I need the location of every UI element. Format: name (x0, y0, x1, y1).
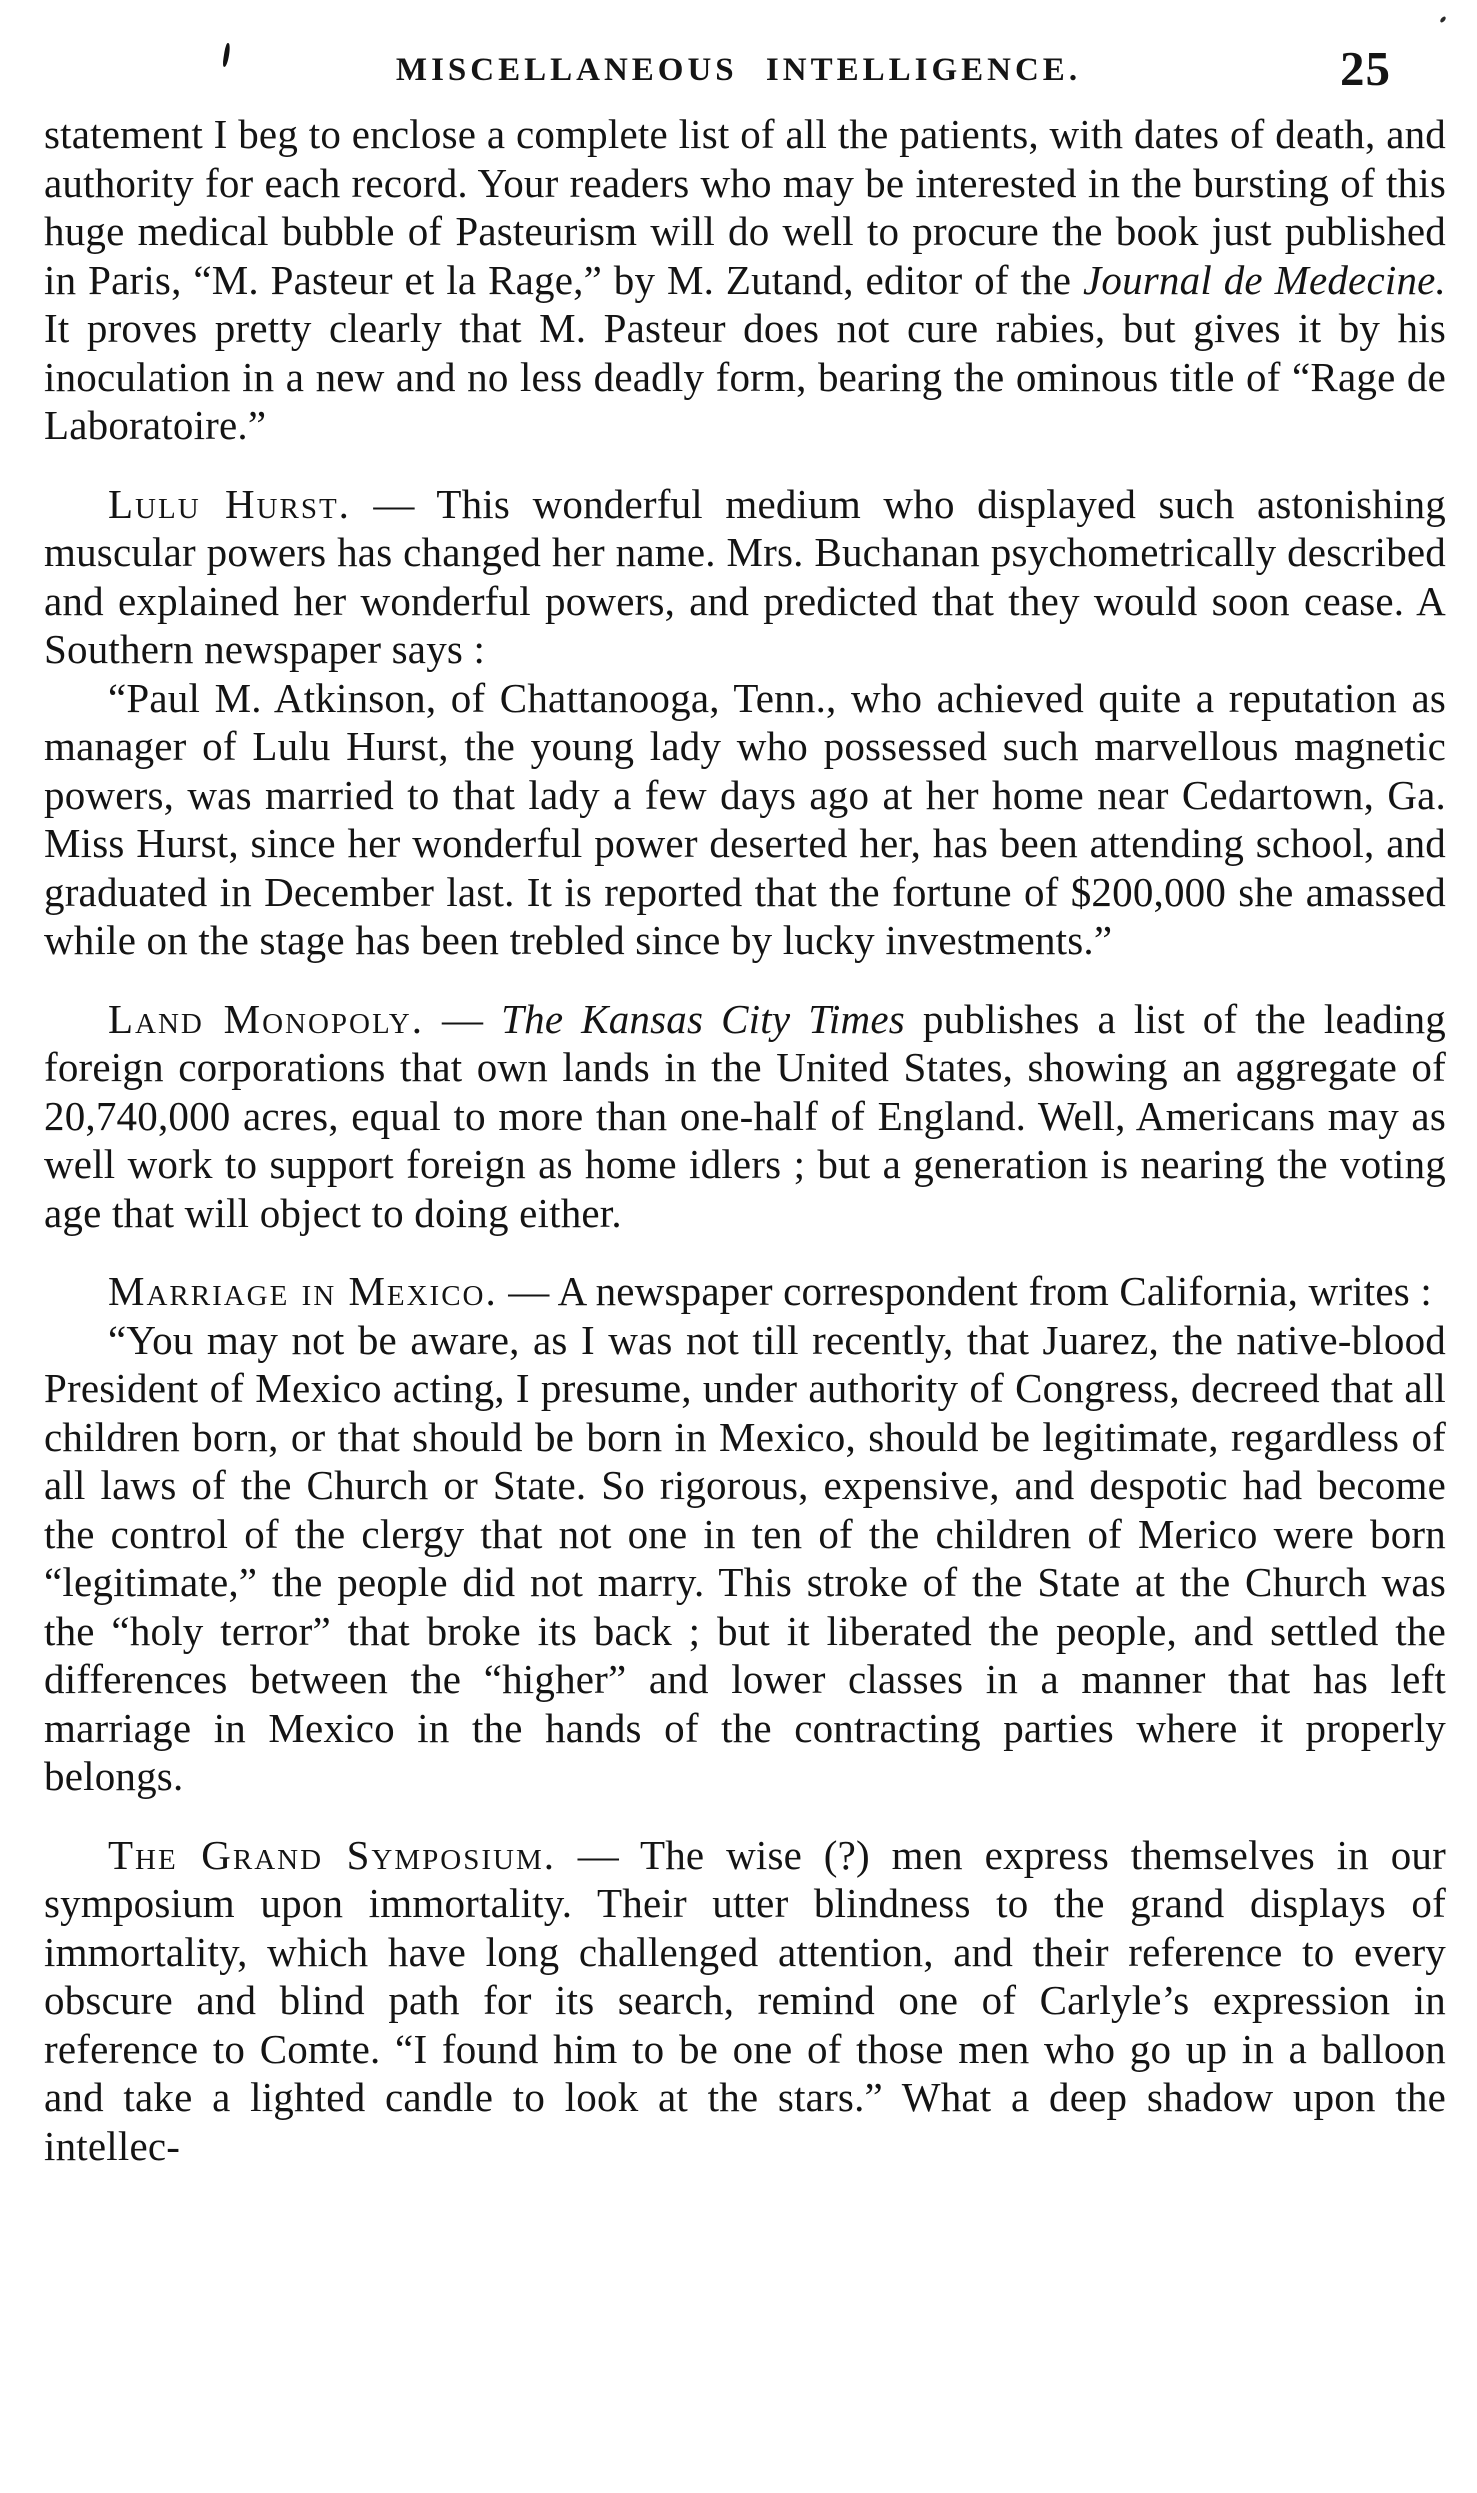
paragraph-text: “Paul M. Atkinson, of Chattanooga, Tenn., who achieved quite a reputation as manager of Lulu Hurst, the young lady who possessed such marvellous magnetic powers, was married to that lady a few days ago at her home near Cedartown, Ga. Miss Hurst, since her wonderful power deserted her, has been attending school, and graduated in December last. It is reported that the fortune of $200,000 she amassed while on the stage has been trebled since by lucky investments.” (44, 674, 1446, 963)
page-body (44, 110, 1446, 2170)
paragraph-text: publishes a list of the leading foreign corporations that own lands in the United States, showing an aggregate of 20,740,000 acres, equal to more than one-half of England. Well, Americans may as well work to support foreign as home idlers ; but a generation is nearing the voting age that will object to doing either. (44, 995, 1446, 1236)
item-heading: Marriage in Mexico. (108, 1268, 498, 1314)
paragraph-text: statement I beg to enclose a complete list of all the patients, with dates of death, and authority for each record. Your readers who may be interested in the bursting of this huge medical bubble of Pasteurism will do well to procure the book just published in Paris, “M. Pasteur et la Rage,” by M. Zutand, editor of the (44, 111, 1446, 303)
scan-speck-icon (1439, 16, 1447, 24)
newspaper-title-italic: The Kansas City Times (501, 995, 905, 1042)
paragraph-atkinson-quote (44, 674, 1446, 965)
paragraph-land-monopoly (44, 995, 1446, 1238)
journal-title-italic: Journal de Medecine. (1082, 256, 1446, 303)
paragraph-text: — (424, 995, 502, 1042)
paragraph-text: It proves pretty clearly that M. Pasteur does not cure rabies, but gives it by his inoculation in a new and no less deadly form, bearing the ominous title of “Rage de Laboratoire.” (44, 305, 1446, 448)
item-heading: The Grand Symposium. (108, 1831, 556, 1878)
item-heading: Land Monopoly. (108, 995, 424, 1042)
paragraph-mexico-quote (44, 1316, 1446, 1801)
item-heading: Lulu Hurst. (108, 480, 351, 527)
paragraph-text: — This wonderful medium who displayed such astonishing muscular powers has changed her name. Mrs. Buchanan psychometrically described and explained her wonderful powers, and predicted that they would soon cease. A Southern newspaper says : (44, 480, 1446, 672)
paragraph-text: — The wise (?) men express themselves in our symposium upon immortality. Their utter blindness to the grand displays of immortality, which have long challenged attention, and their reference to every obscure and blind path for its search, remind one of Carlyle’s expression in reference to Comte. “I found him to be one of those men who go up in a balloon and take a lighted candle to look at the stars.” What a deep shadow upon the intellec- (44, 1831, 1446, 2169)
paragraph-text: — A newspaper correspondent from California, writes : (497, 1268, 1432, 1314)
page-number: 25 (1340, 41, 1391, 96)
paragraph-grand-symposium (44, 1831, 1446, 2171)
page-header (0, 0, 1477, 104)
paragraph-text: “You may not be aware, as I was not till recently, that Juarez, the native-blood President of Mexico acting, I presume, under authority of Congress, decreed that all children born, or that should be born in Mexico, should be legitimate, regardless of all laws of the Church or State. So rigorous, expensive, and despotic had become the control of the clergy that not one in ten of the children of Merico were born “legitimate,” the people did not marry. This stroke of the State at the Church was the “holy terror” that broke its back ; but it liberated the people, and settled the differences between the “higher” and lower classes in a manner that has left marriage in Mexico in the hands of the contracting parties where it properly belongs. (44, 1316, 1446, 1799)
paragraph-lulu-hurst (44, 480, 1446, 674)
paragraph-marriage-in-mexico (44, 1267, 1446, 1316)
running-title: MISCELLANEOUS INTELLIGENCE. (395, 52, 1082, 88)
paragraph-pasteurism-continuation (44, 110, 1446, 450)
